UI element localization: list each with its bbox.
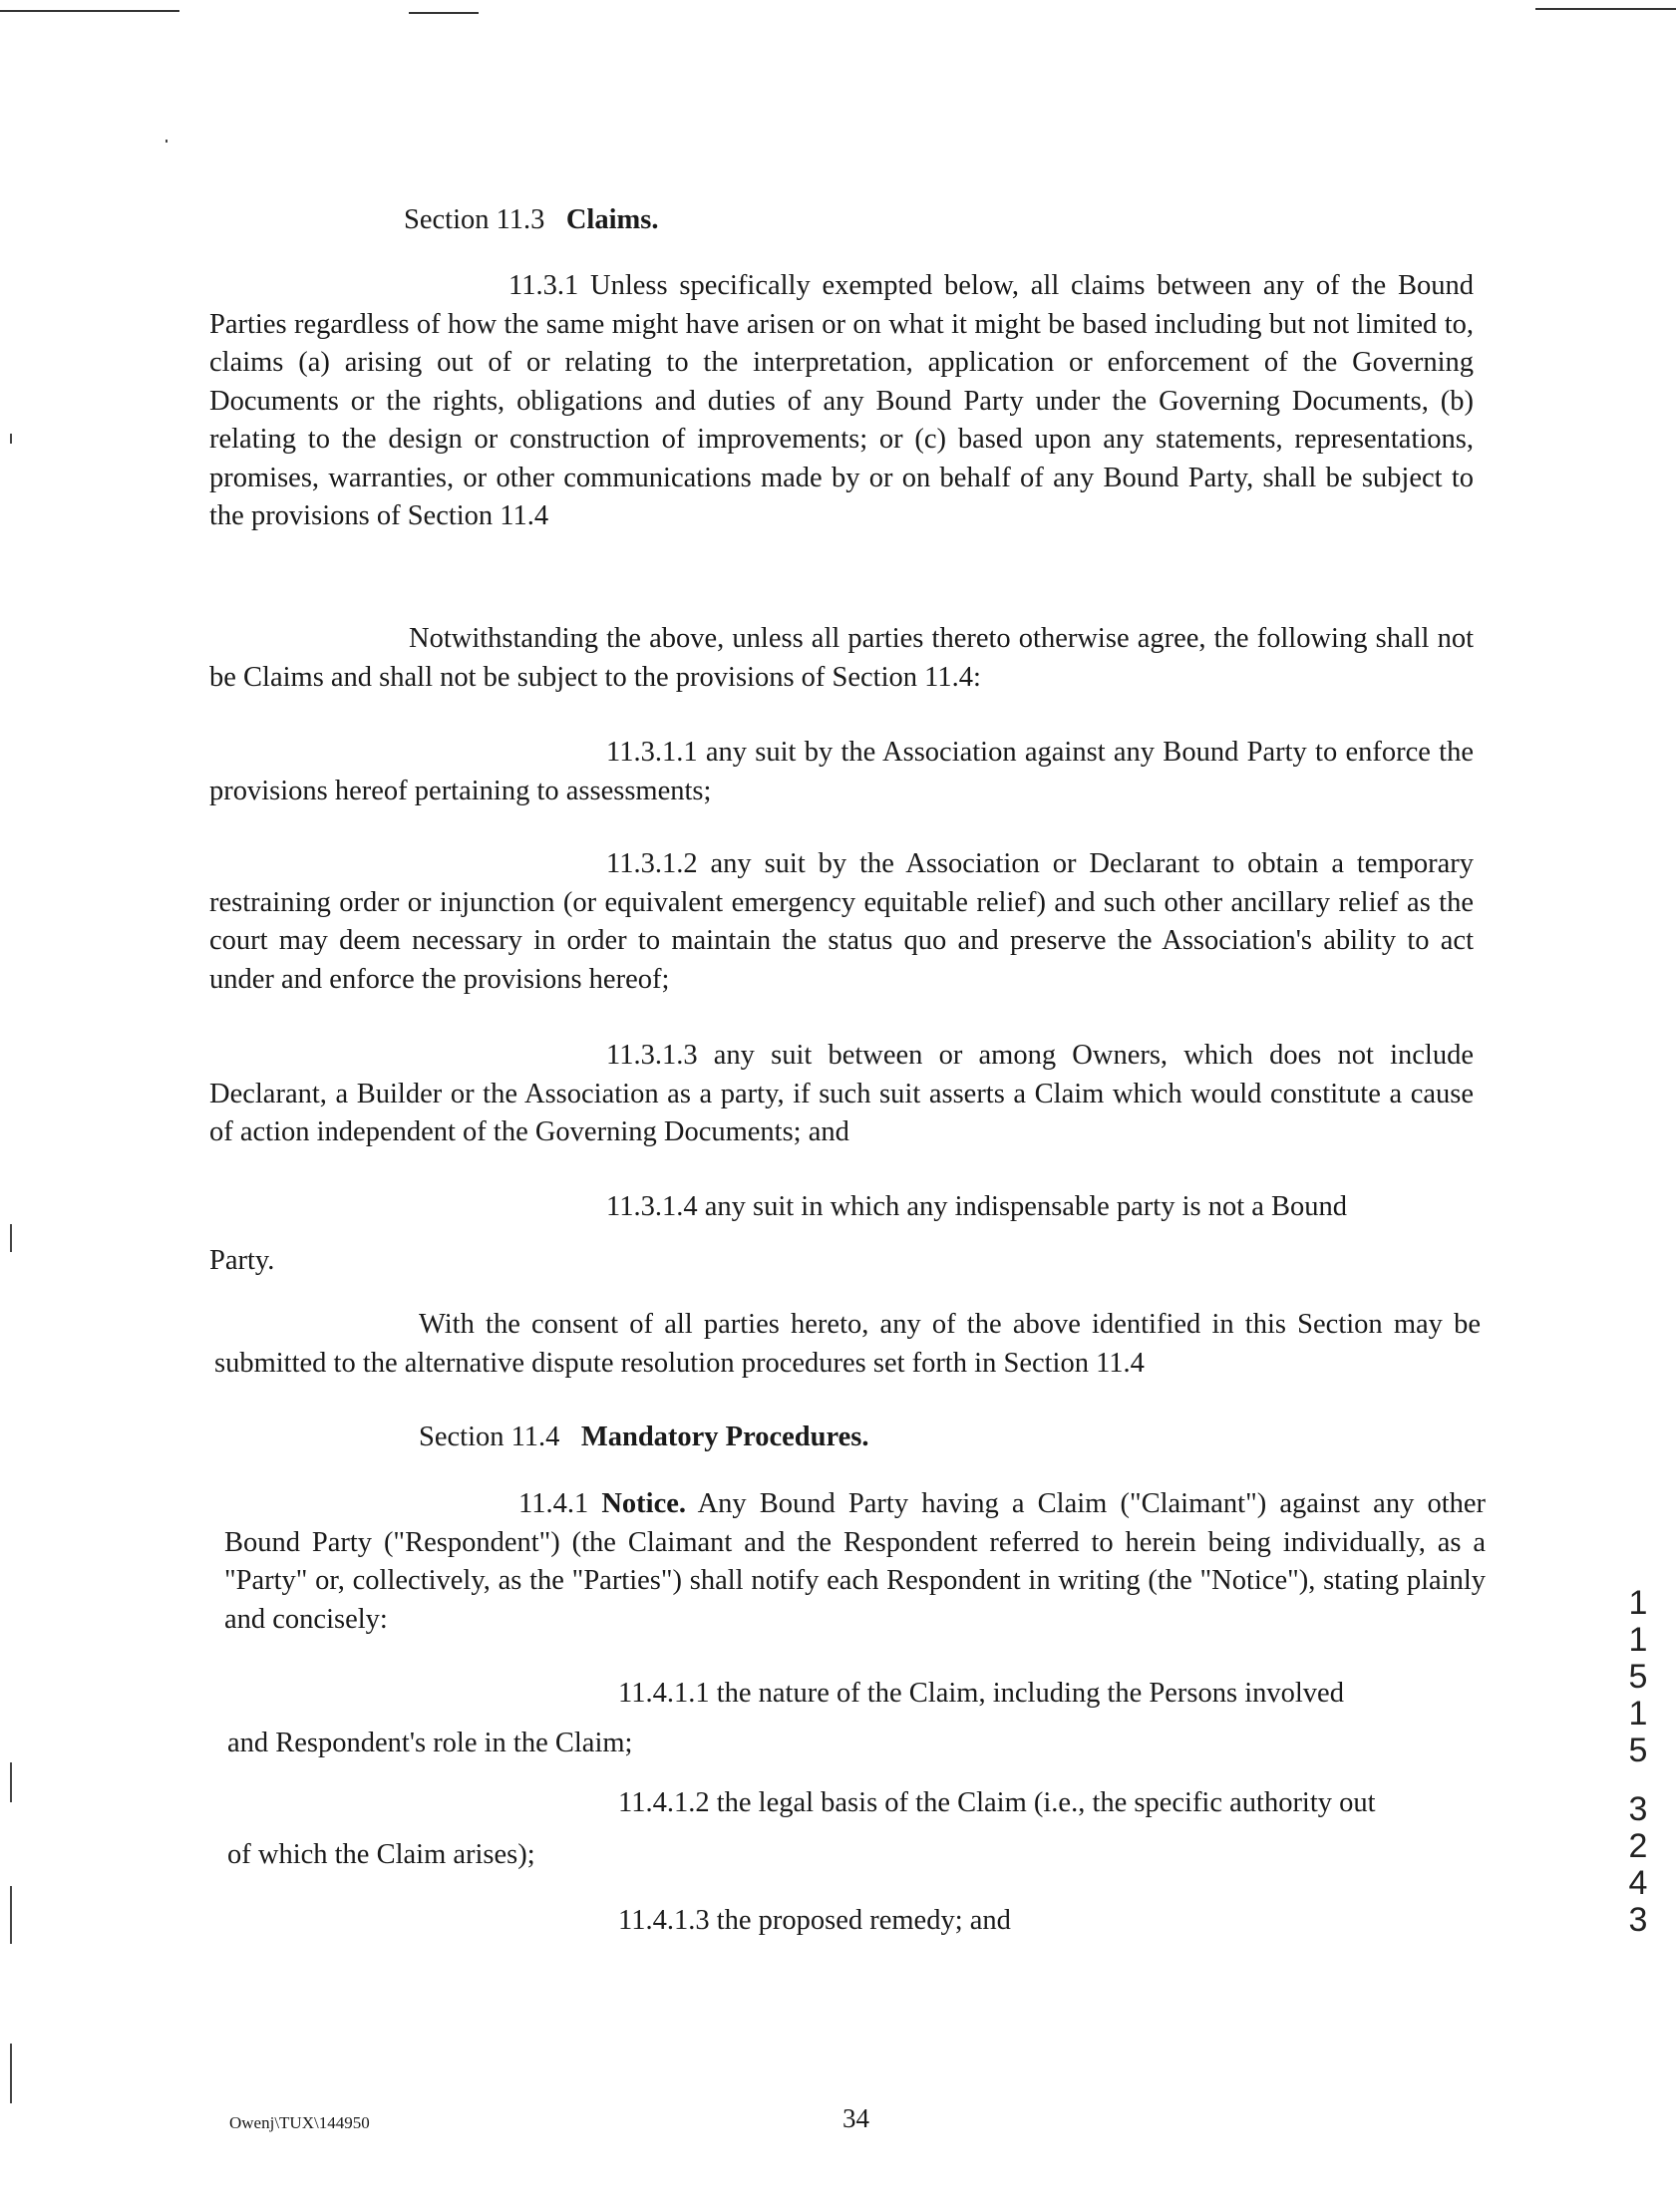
paragraph-11-3-1-4-continuation: Party.	[209, 1245, 275, 1276]
margin-tick	[166, 140, 168, 143]
scan-rule-top-center	[409, 12, 479, 14]
scan-rule-top-left	[0, 10, 179, 12]
paragraph-consent: With the consent of all parties hereto, any of the above identified in this Section may be submitted to the alternative dispute resolution procedures set forth in Section 11.4	[214, 1309, 1481, 1379]
margin-tick	[10, 1886, 12, 1944]
paragraph-11-4-1-1-continuation: and Respondent's role in the Claim;	[227, 1728, 633, 1758]
paragraph-11-3-1-2: 11.3.1.2 any suit by the Association or Declarant to obtain a temporary restraining order or injunction (or equivalent emergency equitable relief) and such other ancillary relief as the court may deem necessary in order to maintain the status quo and preserve the Association's ability to act under and enforce the provisions hereof;	[209, 848, 1475, 995]
stamp-digit: 2	[1628, 1827, 1648, 1865]
margin-tick	[10, 1762, 12, 1802]
margin-tick	[10, 434, 12, 444]
recording-number-stamp	[1623, 1585, 1653, 1939]
paragraph-11-4-1-3: 11.4.1.3 the proposed remedy; and	[618, 1905, 1011, 1936]
paragraph-notwithstanding: Notwithstanding the above, unless all parties thereto otherwise agree, the following shall not be Claims and shall not be subject to the provisions of Section 11.4:	[209, 623, 1474, 693]
margin-tick	[10, 1224, 12, 1252]
stamp-digit: 1	[1628, 1584, 1648, 1622]
section-11-4-heading: Section 11.4 Mandatory Procedures.	[419, 1422, 869, 1452]
footer-file-id: Owenj\TUX\144950	[229, 2113, 370, 2132]
stamp-digit: 1	[1628, 1695, 1648, 1733]
stamp-digit: 3	[1628, 1790, 1648, 1828]
stamp-digit: 1	[1628, 1621, 1648, 1659]
paragraph-11-4-1-2-continuation: of which the Claim arises);	[227, 1839, 535, 1870]
stamp-digit: 4	[1628, 1864, 1648, 1902]
paragraph-11-3-1-3: 11.3.1.3 any suit between or among Owners, which does not include Declarant, a Builder or the Association as a party, if such suit asserts a Claim which would constitute a cause of action independent of the Governing Documents; and	[209, 1040, 1474, 1147]
margin-tick	[10, 2044, 12, 2103]
scan-rule-top-right	[1535, 8, 1676, 10]
paragraph-11-3-1-1: 11.3.1.1 any suit by the Association against any Bound Party to enforce the provisions hereof pertaining to assessments;	[209, 737, 1474, 806]
paragraph-11-4-1-1: 11.4.1.1 the nature of the Claim, including the Persons involved	[618, 1678, 1344, 1709]
stamp-digit: 5	[1628, 1658, 1648, 1696]
paragraph-11-3-1: 11.3.1 Unless specifically exempted below, all claims between any of the Bound Parties regardless of how the same might have arisen or on what it might be based including but not limited to, claims (a) arising out of or relating to the interpretation, application or enforcement of the Governing Documents or the rights, obligations and duties of any Bound Party under the Governing Documents, (b) relating to the design or construction of improvements; or (c) based upon any statements, representations, promises, warranties, or other communications made by or on behalf of any Bound Party, shall be subject to the provisions of Section 11.4	[209, 270, 1474, 531]
paragraph-11-4-1: 11.4.1 Notice. Any Bound Party having a Claim ("Claimant") against any other Bound Party ("Respondent") (the Claimant and the Respondent referred to herein being individually, as a "Party" or, collectively, as the "Parties") shall notify each Respondent in writing (the "Notice"), stating plainly and concisely:	[224, 1488, 1487, 1635]
page-number: 34	[842, 2103, 869, 2133]
stamp-digit: 5	[1628, 1732, 1648, 1769]
paragraph-11-3-1-4: 11.3.1.4 any suit in which any indispensable party is not a Bound	[606, 1191, 1348, 1222]
section-11-3-heading: Section 11.3 Claims.	[404, 204, 659, 235]
stamp-digit: 3	[1628, 1901, 1648, 1939]
paragraph-11-4-1-2: 11.4.1.2 the legal basis of the Claim (i.e., the specific authority out	[618, 1787, 1376, 1818]
